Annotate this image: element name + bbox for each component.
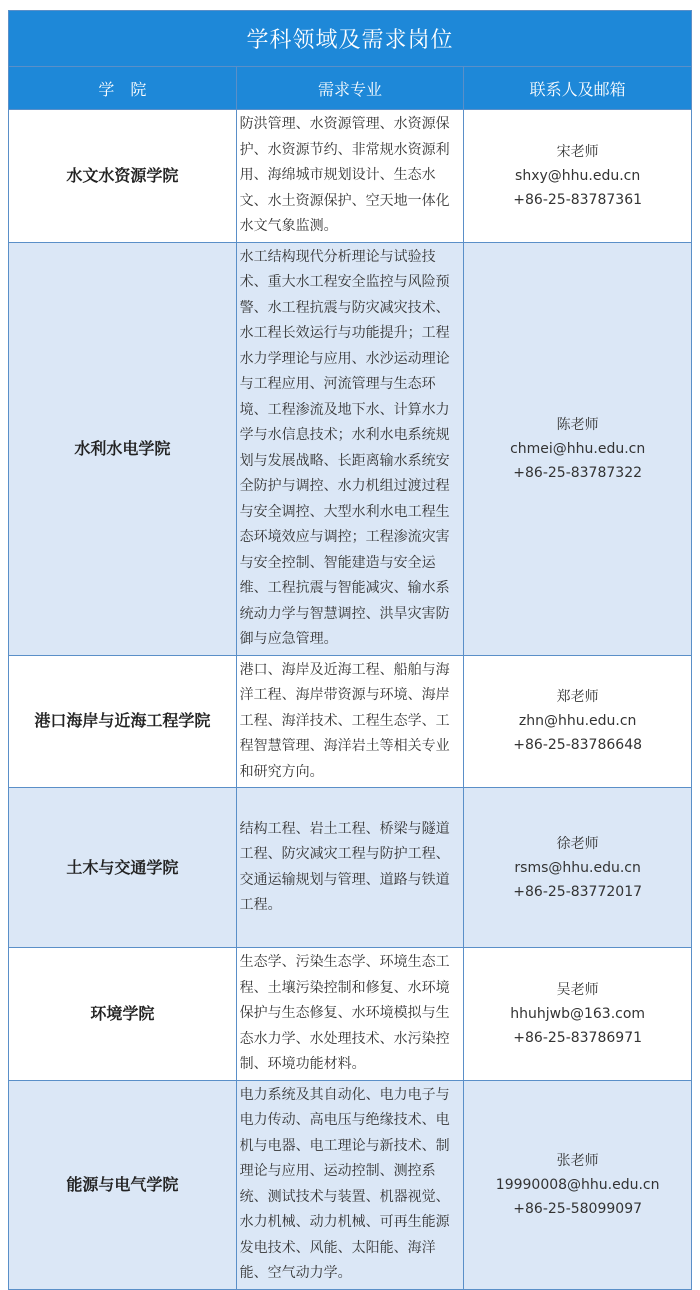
contact-cell bbox=[464, 1080, 692, 1289]
recruitment-table bbox=[8, 10, 692, 1290]
header-school: 学 院 bbox=[9, 67, 237, 110]
header-contact: 联系人及邮箱 bbox=[464, 67, 692, 110]
contact-name: 张老师 bbox=[556, 1152, 599, 1169]
contact-cell bbox=[464, 948, 692, 1081]
contact-email: 19990008@hhu.edu.cn bbox=[495, 1176, 660, 1193]
header-row bbox=[9, 67, 692, 110]
contact-cell bbox=[464, 788, 692, 948]
table-row bbox=[9, 110, 692, 243]
contact-name: 宋老师 bbox=[556, 143, 599, 160]
majors-text: 结构工程、岩土工程、桥梁与隧道工程、防灾减灾工程与防护工程、交通运输规划与管理、道路与铁道工程。 bbox=[236, 788, 464, 948]
majors-text: 电力系统及其自动化、电力电子与电力传动、高电压与绝缘技术、电机与电器、电工理论与新技术、制理论与应用、运动控制、测控系统、测试技术与装置、机器视觉、水力机械、动力机械、可再生能源发电技术、风能、太阳能、海洋能、空气动力学。 bbox=[236, 1080, 464, 1289]
contact-cell bbox=[464, 110, 692, 243]
majors-text: 港口、海岸及近海工程、船舶与海洋工程、海岸带资源与环境、海岸工程、海洋技术、工程生态学、工程智慧管理、海洋岩土等相关专业和研究方向。 bbox=[236, 655, 464, 788]
contact-email: zhn@hhu.edu.cn bbox=[518, 713, 637, 730]
contact-name: 吴老师 bbox=[556, 981, 599, 998]
school-name: 能源与电气学院 bbox=[9, 1080, 237, 1289]
table-row bbox=[9, 242, 692, 655]
contact-email: shxy@hhu.edu.cn bbox=[515, 167, 641, 184]
school-name: 土木与交通学院 bbox=[9, 788, 237, 948]
header-majors: 需求专业 bbox=[236, 67, 464, 110]
table-row bbox=[9, 788, 692, 948]
contact-name: 陈老师 bbox=[556, 416, 599, 433]
contact-cell bbox=[464, 655, 692, 788]
contact-email: rsms@hhu.edu.cn bbox=[514, 859, 641, 876]
table-row bbox=[9, 1080, 692, 1289]
school-name: 港口海岸与近海工程学院 bbox=[9, 655, 237, 788]
school-name: 水文水资源学院 bbox=[9, 110, 237, 243]
majors-text: 水工结构现代分析理论与试验技术、重大水工程安全监控与风险预警、水工程抗震与防灾减灾技术、水工程长效运行与功能提升；工程水力学理论与应用、水沙运动理论与工程应用、河流管理与生态环境、工程渗流及地下水、计算水力学与水信息技术；水利水电系统规划与发展战略、长距离输水系统安全防护与调控、水力机组过渡过程与安全调控、大型水利水电工程生态环境效应与调控；工程渗流灾害与安全控制、智能建造与安全运维、工程抗震与智能减灾、输水系统动力学与智慧调控、洪旱灾害防御与应急管理。 bbox=[236, 242, 464, 655]
contact-email: hhuhjwb@163.com bbox=[510, 1005, 646, 1022]
contact-phone: +86-25-83786971 bbox=[513, 1029, 643, 1046]
contact-name: 徐老师 bbox=[556, 835, 599, 852]
contact-email: chmei@hhu.edu.cn bbox=[510, 440, 646, 457]
majors-text: 生态学、污染生态学、环境生态工程、土壤污染控制和修复、水环境保护与生态修复、水环境模拟与生态水力学、水处理技术、水污染控制、环境功能材料。 bbox=[236, 948, 464, 1081]
school-name: 水利水电学院 bbox=[9, 242, 237, 655]
contact-phone: +86-25-83787361 bbox=[513, 191, 643, 208]
majors-text: 防洪管理、水资源管理、水资源保护、水资源节约、非常规水资源利用、海绵城市规划设计、生态水文、水土资源保护、空天地一体化水文气象监测。 bbox=[236, 110, 464, 243]
contact-phone: +86-25-83786648 bbox=[513, 737, 643, 754]
contact-name: 郑老师 bbox=[556, 689, 599, 706]
contact-phone: +86-25-58099097 bbox=[513, 1200, 643, 1217]
contact-phone: +86-25-83787322 bbox=[513, 464, 643, 481]
school-name: 环境学院 bbox=[9, 948, 237, 1081]
contact-phone: +86-25-83772017 bbox=[513, 883, 643, 900]
table-row bbox=[9, 948, 692, 1081]
recruitment-table-container bbox=[8, 10, 692, 1290]
table-row bbox=[9, 655, 692, 788]
table-title: 学科领域及需求岗位 bbox=[9, 11, 692, 67]
contact-cell bbox=[464, 242, 692, 655]
